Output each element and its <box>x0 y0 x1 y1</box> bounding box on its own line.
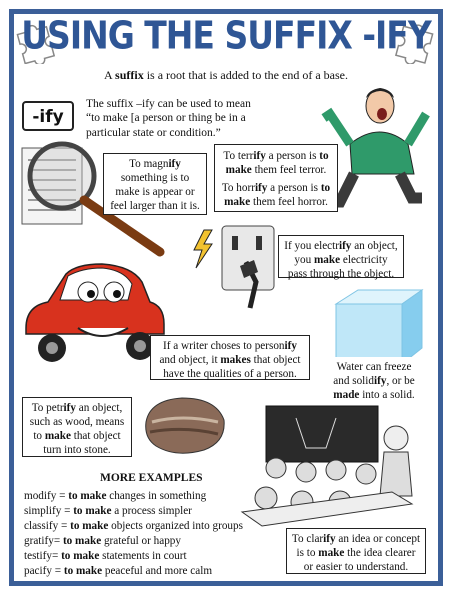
intro-text: A suffix is a root that is added to the end of a base. <box>104 68 348 82</box>
example-item: pacify = to make peaceful and more calm <box>24 565 213 577</box>
ify-badge: -ify <box>22 101 74 131</box>
magnify-box: To magnify something is to make is appear or feel larger than it is. <box>103 153 207 215</box>
petrify-box: To petrify an object, such as wood, means to make that object turn into stone. <box>22 397 132 457</box>
electrify-box: If you electrify an object, you make electricity pass through the object. <box>278 235 404 278</box>
example-item: classify = to make objects organized into groups <box>24 520 243 532</box>
example-item: modify = to make changes in something <box>24 490 207 502</box>
classroom-illustration <box>236 398 432 534</box>
personify-box: If a writer choses to personify and object, it makes that object have the qualities of a person. <box>150 335 310 380</box>
definition-text: The suffix –ify can be used to mean “to make [a person or thing be in a particular state or condition.” <box>86 98 251 139</box>
ice-cube-illustration <box>330 286 428 368</box>
example-item: simplify = to make a process simpler <box>24 505 192 517</box>
electric-outlet-illustration <box>216 222 280 312</box>
poster-title: USING THE SUFFIX -IFY <box>21 13 431 58</box>
more-examples-title: MORE EXAMPLES <box>100 472 203 484</box>
petrified-stone-illustration <box>140 392 230 458</box>
solidify-box: Water can freeze and solidify, or be made into a solid. <box>322 357 426 403</box>
clarify-box: To clarify an idea or concept is to make the idea clearer or easier to understand. <box>286 528 426 574</box>
example-item: gratify= to make grateful or happy <box>24 535 181 547</box>
lightning-bolt-icon <box>190 228 216 270</box>
cartoon-car-illustration <box>18 258 168 366</box>
example-item: testify= to make statements in court <box>24 550 187 562</box>
terrify-box: To terrify a person is to make them feel terror. To horrify a person is to make them feel horror. <box>214 144 338 212</box>
